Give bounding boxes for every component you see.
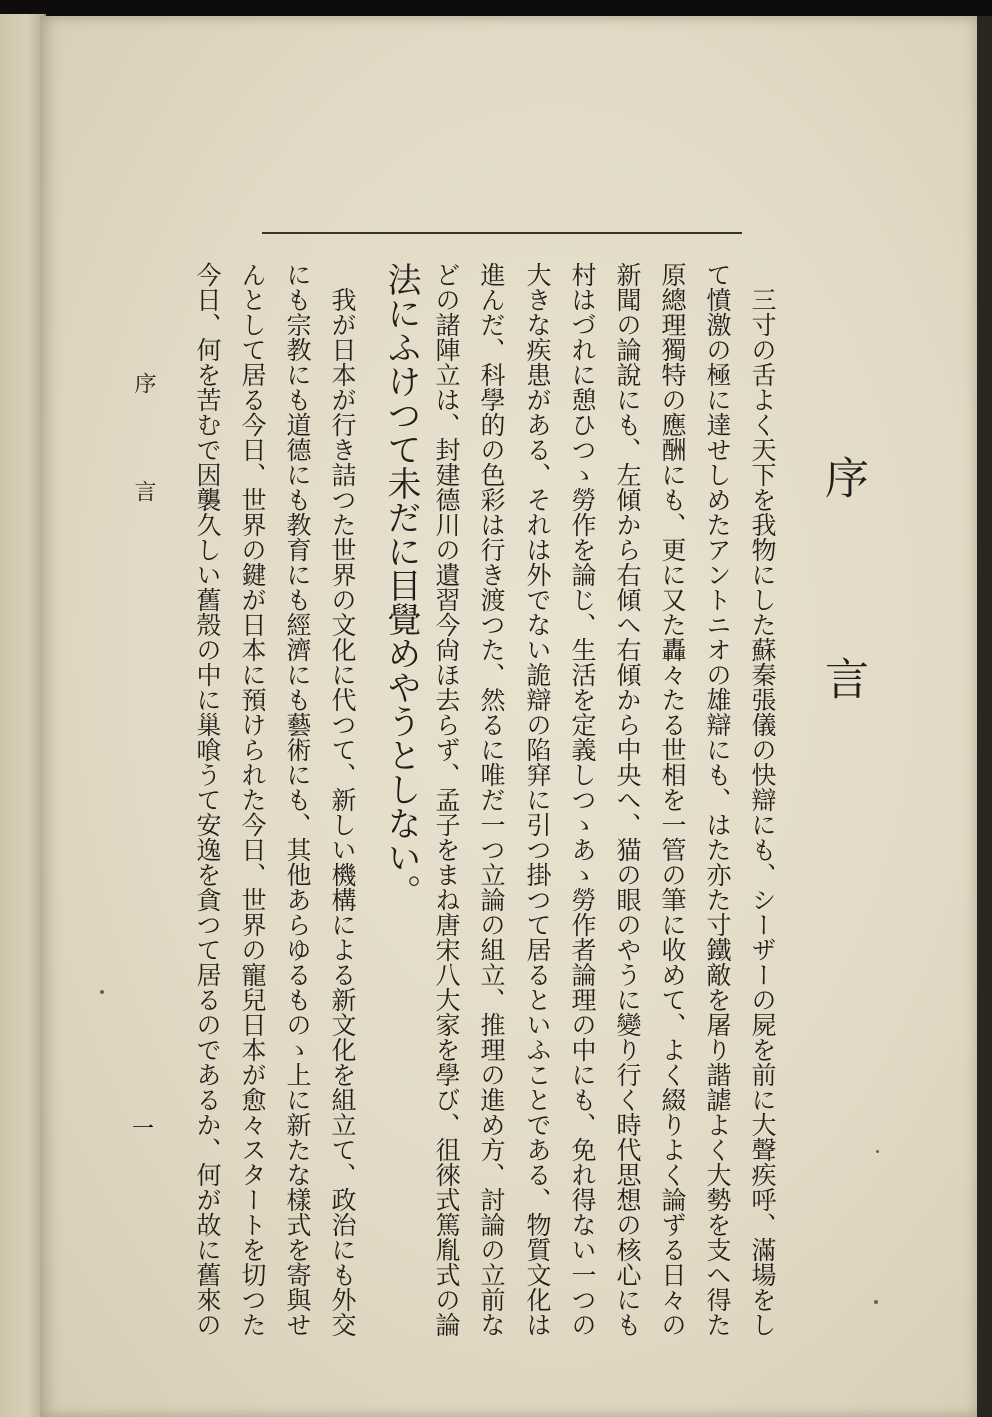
text-line-7: 進んだ、科學的の色彩は行き渡つた、然るに唯だ一つ立論の組立、推理の進め方、討論の立前な: [477, 262, 506, 1337]
paper-speck: [874, 1300, 878, 1304]
page-number: 一: [132, 1117, 155, 1142]
text-line-4: 新聞の論說にも、左傾から右傾へ右傾から中央へ、猫の眼のやうに變り行く時代思想の核心にも: [613, 262, 642, 1337]
paper-speck: [100, 990, 104, 994]
text-line-2: て憤激の極に達せしめたアントニオの雄辯にも、はた亦た寸鐵敵を屠り諧謔よく大勢を支へ得た: [703, 262, 732, 1337]
text-line-10: 我が日本が行き詰つた世界の文化に代つて、新しい機構による新文化を組立て、政治にも外交: [328, 262, 357, 1337]
scan-right-border: [977, 16, 992, 1417]
text-line-11: にも宗教にも道德にも教育にも經濟にも藝術にも、其他あらゆるものゝ上に新たな樣式を寄與せ: [283, 262, 312, 1337]
header-rule: [262, 232, 742, 234]
paper-speck: [876, 1150, 879, 1153]
text-line-9: 法にふけつて未だに目覺めやうとしない。: [381, 262, 421, 908]
text-line-12: んとして居る今日、世界の鍵が日本に預けられた今日、世界の寵兒日本が愈々スタートを切つた: [238, 262, 267, 1337]
text-line-3: 原總理獨特の應酬にも、更に又た轟々たる世相を一管の筆に收めて、よく綴りよく論ずる日々の: [658, 262, 687, 1337]
text-line-13: 今日、何を苦むで因襲久しい舊殼の中に巢喰うて安逸を貪つて居るのであるか、何が故に舊來の: [193, 262, 222, 1337]
text-line-6: 大きな疾患がある、それは外でない詭辯の陷穽に引つ掛つて居るといふことである、物質文化は: [523, 262, 552, 1337]
page-title: 序 言: [817, 455, 868, 700]
text-line-5: 村はづれに憩ひつゝ勞作を論じ、生活を定義しつゝあゝ勞作者論理の中にも、免れ得ない一つの: [568, 262, 597, 1337]
running-head: 序 言: [131, 372, 156, 502]
text-line-8: どの諸陣立は、封建德川の遺習今尙ほ去らず、孟子をまね唐宋八大家を學び、徂徠式篤胤式の論: [432, 262, 461, 1337]
text-line-1: 三寸の舌よく天下を我物にした蘇秦張儀の快辯にも、シーザーの屍を前に大聲疾呼、滿場をし: [748, 262, 777, 1337]
